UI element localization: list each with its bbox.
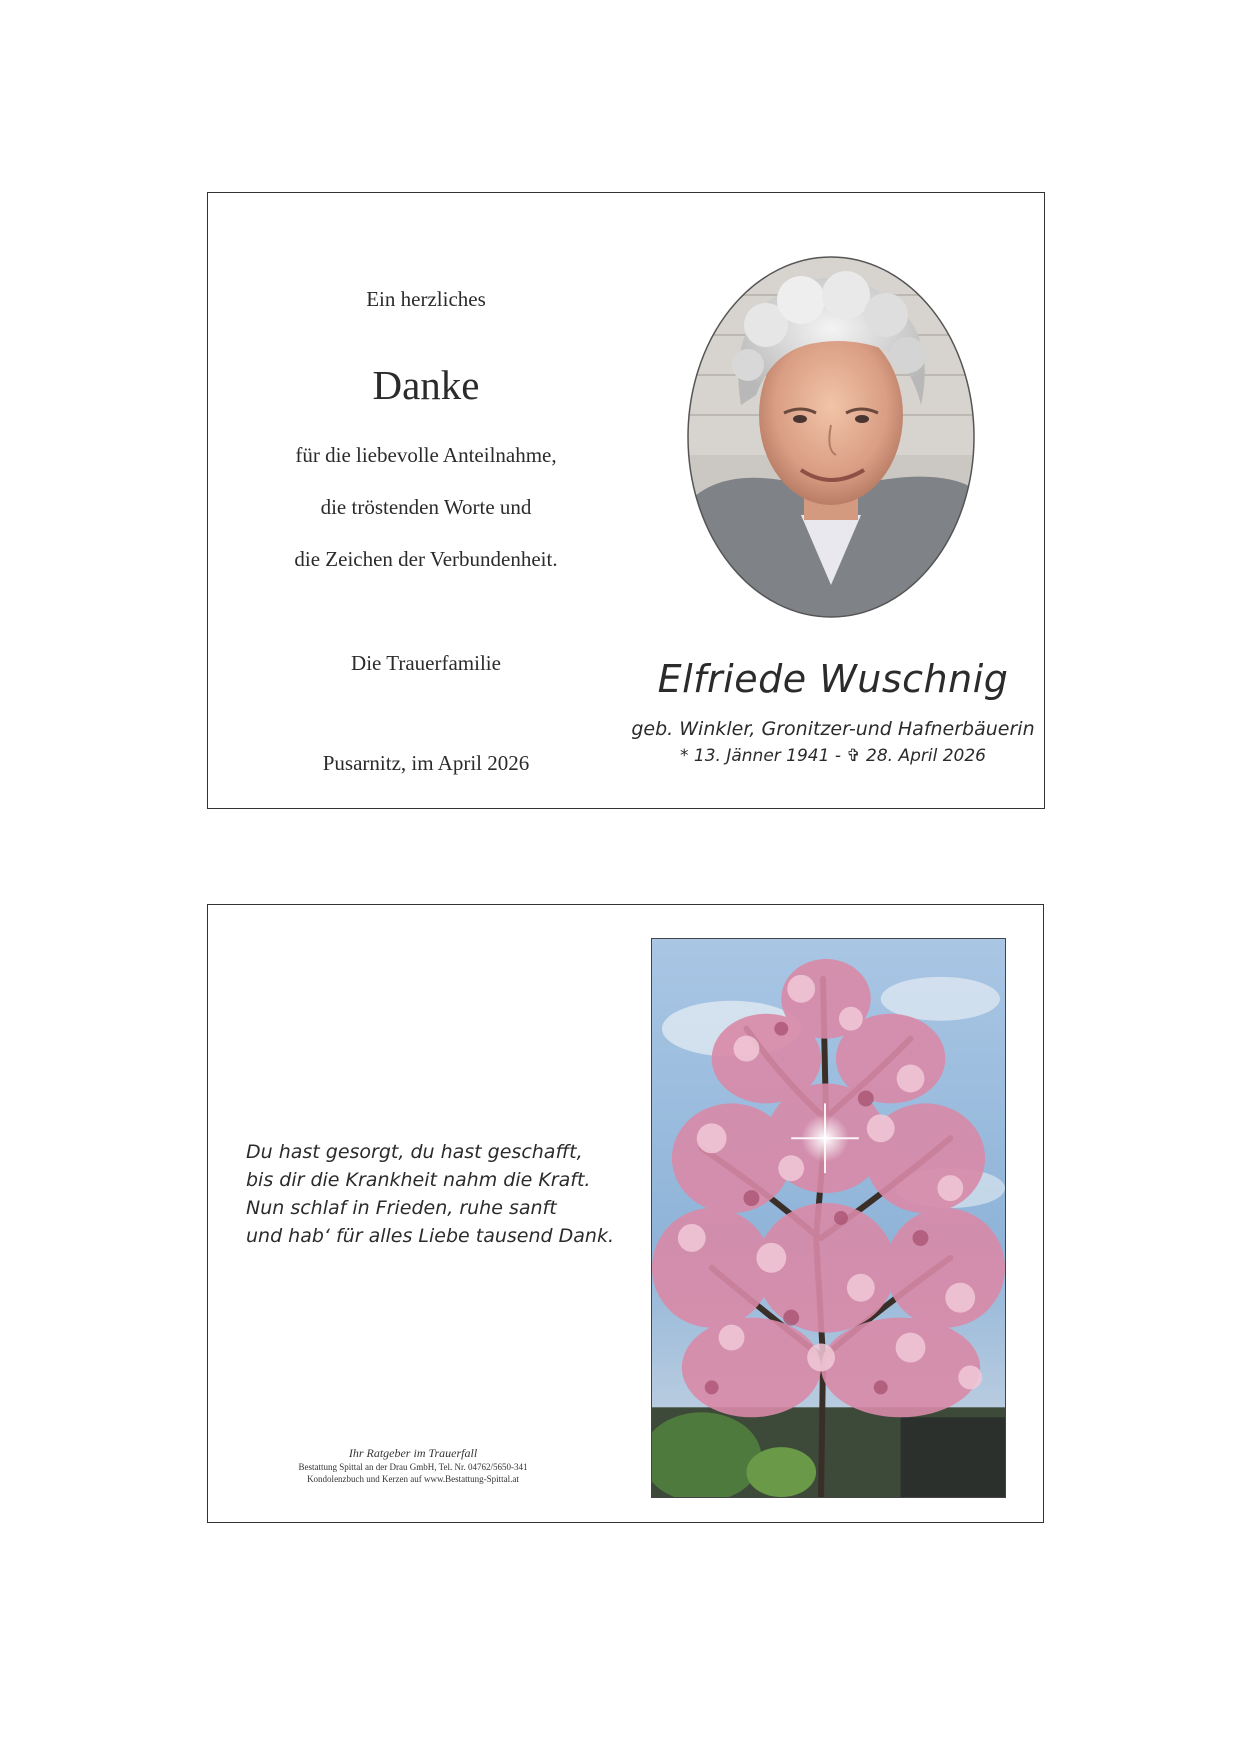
footer-company: Bestattung Spittal an der Drau GmbH, Tel. Nr. 04762/5650-341 bbox=[298, 1462, 528, 1472]
headline-danke: Danke bbox=[372, 362, 480, 408]
place-date: Pusarnitz, im April 2026 bbox=[322, 751, 530, 775]
message-line-1: für die liebevolle Anteilnahme, bbox=[295, 443, 557, 467]
magnolia-tree-photo bbox=[651, 938, 1006, 1498]
signature-family: Die Trauerfamilie bbox=[351, 651, 501, 675]
footer-website: Kondolenzbuch und Kerzen auf www.Bestattung-Spittal.at bbox=[307, 1474, 519, 1484]
message-line-2: die tröstenden Worte und bbox=[320, 495, 532, 519]
deceased-name: Elfriede Wuschnig bbox=[657, 657, 1009, 701]
maiden-name-occupation: geb. Winkler, Gronitzer-und Hafnerbäuerin bbox=[631, 718, 1035, 740]
poem-line-2: bis dir die Krankheit nahm die Kraft. bbox=[246, 1169, 591, 1191]
funeral-home-footer bbox=[268, 1445, 558, 1485]
intro-text: Ein herzliches bbox=[366, 287, 486, 311]
message-line-3: die Zeichen der Verbundenheit. bbox=[294, 547, 558, 571]
thank-you-card-back bbox=[207, 904, 1044, 1523]
life-dates: * 13. Jänner 1941 - ✞ 28. April 2026 bbox=[680, 746, 986, 766]
poem-line-4: und hab‘ für alles Liebe tausend Dank. bbox=[246, 1225, 614, 1247]
portrait-photo bbox=[686, 255, 976, 619]
footer-slogan: Ihr Ratgeber im Trauerfall bbox=[348, 1446, 478, 1460]
poem-line-3: Nun schlaf in Frieden, ruhe sanft bbox=[246, 1197, 557, 1219]
poem bbox=[246, 1138, 626, 1250]
poem-line-1: Du hast gesorgt, du hast geschafft, bbox=[246, 1141, 583, 1163]
thank-you-card-front bbox=[207, 192, 1045, 809]
